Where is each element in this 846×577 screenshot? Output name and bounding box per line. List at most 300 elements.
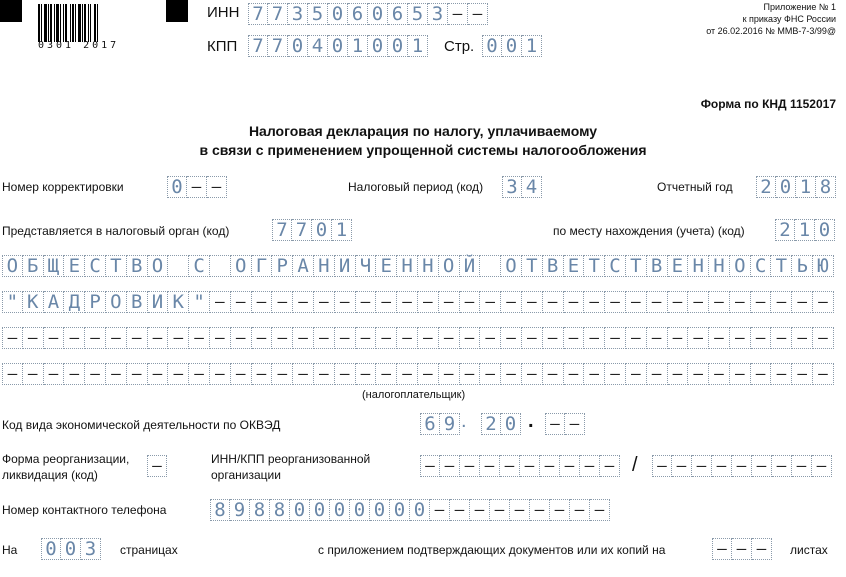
name-cell: – <box>751 327 772 349</box>
cell: – <box>530 499 550 521</box>
name-cell: Н <box>397 255 418 277</box>
cell: 0 <box>61 538 81 560</box>
name-cell: К <box>168 291 189 313</box>
name-cell: – <box>751 291 772 313</box>
cell: 0 <box>776 176 796 198</box>
cell: – <box>672 455 692 477</box>
cell: 5 <box>308 3 328 25</box>
name-cell: – <box>314 327 335 349</box>
cell: – <box>448 3 468 25</box>
name-cell: – <box>272 291 293 313</box>
cell: 4 <box>522 176 542 198</box>
attachments-suffix: листах <box>790 543 828 557</box>
cell: – <box>480 455 500 477</box>
name-cell: Ч <box>356 255 377 277</box>
name-cell: – <box>439 363 460 385</box>
cell: – <box>570 499 590 521</box>
name-cell: – <box>771 363 792 385</box>
cell: – <box>652 455 672 477</box>
name-cell: – <box>501 363 522 385</box>
name-cell: – <box>626 291 647 313</box>
name-cell: Е <box>64 255 85 277</box>
name-cell: – <box>397 291 418 313</box>
name-cell: – <box>771 327 792 349</box>
name-cell: – <box>231 327 252 349</box>
name-cell: – <box>647 327 668 349</box>
location-cells[interactable] <box>775 219 835 241</box>
name-cell: – <box>564 327 585 349</box>
name-cell: – <box>688 363 709 385</box>
name-cell: К <box>23 291 44 313</box>
name-cell: – <box>231 363 252 385</box>
cell: – <box>510 499 530 521</box>
name-cell: В <box>127 255 148 277</box>
tax-authority-cells[interactable] <box>272 219 352 241</box>
cell: – <box>147 455 167 477</box>
name-cell: – <box>272 363 293 385</box>
location-label: по месту нахождения (учета) (код) <box>553 224 745 238</box>
cell: 0 <box>310 499 330 521</box>
cell: 1 <box>522 35 542 57</box>
name-cell: Т <box>626 255 647 277</box>
cell: 8 <box>270 499 290 521</box>
okved-dot-1: . <box>461 410 467 432</box>
cell: – <box>440 455 460 477</box>
name-cell: – <box>522 327 543 349</box>
name-cell: – <box>813 327 834 349</box>
name-cell: – <box>584 363 605 385</box>
name-cell: – <box>418 363 439 385</box>
cell: 4 <box>308 35 328 57</box>
cell: 8 <box>250 499 270 521</box>
page-cells[interactable] <box>482 35 542 57</box>
name-cell: В <box>647 255 668 277</box>
name-cell: В <box>543 255 564 277</box>
name-cell: Т <box>106 255 127 277</box>
cell: 1 <box>795 219 815 241</box>
name-cell: – <box>543 327 564 349</box>
name-cell: – <box>688 291 709 313</box>
name-cell: – <box>460 291 481 313</box>
kpp-label: КПП <box>207 38 238 55</box>
name-cell: – <box>293 363 314 385</box>
cell: – <box>712 538 732 560</box>
taxpayer-name-row4[interactable] <box>2 363 834 385</box>
name-cell: – <box>252 327 273 349</box>
name-cell: – <box>168 363 189 385</box>
cell: – <box>600 455 620 477</box>
cell: – <box>772 455 792 477</box>
taxpayer-name-row1[interactable] <box>2 255 834 277</box>
reorg-slash: / <box>632 454 638 476</box>
name-cell: Й <box>460 255 481 277</box>
name-cell: – <box>252 363 273 385</box>
cell: – <box>732 455 752 477</box>
barcode <box>38 4 138 42</box>
name-cell: – <box>356 291 377 313</box>
cell: – <box>450 499 470 521</box>
cell: 0 <box>370 499 390 521</box>
form-code: Форма по КНД 1152017 <box>700 97 836 111</box>
cell: – <box>468 3 488 25</box>
name-cell: – <box>522 291 543 313</box>
name-cell: – <box>335 363 356 385</box>
cell: 0 <box>290 499 310 521</box>
cell: 0 <box>330 499 350 521</box>
cell: – <box>545 413 565 435</box>
name-cell: Ю <box>813 255 834 277</box>
name-cell: – <box>106 363 127 385</box>
name-cell: Д <box>64 291 85 313</box>
name-cell: Н <box>314 255 335 277</box>
name-cell: – <box>522 363 543 385</box>
cell: 0 <box>501 413 521 435</box>
name-cell: И <box>335 255 356 277</box>
cell: – <box>490 499 510 521</box>
name-cell: – <box>148 363 169 385</box>
name-cell: – <box>418 291 439 313</box>
name-cell: – <box>709 291 730 313</box>
cell: 3 <box>81 538 101 560</box>
name-cell: – <box>668 363 689 385</box>
name-cell: О <box>231 255 252 277</box>
name-cell: О <box>148 255 169 277</box>
cell: 0 <box>388 35 408 57</box>
cell: 0 <box>350 499 370 521</box>
cell: 2 <box>481 413 501 435</box>
cell: 2 <box>775 219 795 241</box>
name-cell: – <box>543 291 564 313</box>
cell: 7 <box>272 219 292 241</box>
name-cell: И <box>148 291 169 313</box>
name-cell: – <box>418 327 439 349</box>
name-cell: – <box>668 291 689 313</box>
cell: 5 <box>408 3 428 25</box>
name-cell: – <box>397 327 418 349</box>
name-cell: – <box>210 363 231 385</box>
name-cell: – <box>272 327 293 349</box>
cell: – <box>590 499 610 521</box>
name-cell: – <box>335 327 356 349</box>
name-cell: – <box>64 363 85 385</box>
report-year-label: Отчетный год <box>657 180 733 194</box>
cell: 8 <box>210 499 230 521</box>
name-cell: Е <box>668 255 689 277</box>
cell: 7 <box>292 219 312 241</box>
name-cell: Н <box>709 255 730 277</box>
name-cell: Т <box>584 255 605 277</box>
name-cell: – <box>730 291 751 313</box>
name-cell: – <box>813 363 834 385</box>
cell: – <box>550 499 570 521</box>
cell: 1 <box>348 35 368 57</box>
reorg-inn-label-2: организации <box>211 468 281 482</box>
cell: 3 <box>428 3 448 25</box>
taxpayer-caption: (налогоплательщик) <box>362 389 466 401</box>
name-cell: – <box>23 363 44 385</box>
name-cell: " <box>2 291 23 313</box>
page-label: Стр. <box>444 38 475 55</box>
name-cell: – <box>709 363 730 385</box>
name-cell: – <box>564 291 585 313</box>
name-cell: – <box>231 291 252 313</box>
barcode-number: 0301 2017 <box>38 40 120 51</box>
name-cell: – <box>210 327 231 349</box>
name-cell: А <box>293 255 314 277</box>
name-cell: – <box>792 291 813 313</box>
name-cell: – <box>647 291 668 313</box>
name-cell: – <box>314 363 335 385</box>
name-cell: – <box>189 363 210 385</box>
cell: 3 <box>502 176 522 198</box>
name-cell: – <box>85 327 106 349</box>
name-cell: – <box>792 327 813 349</box>
cell: – <box>752 455 772 477</box>
correction-cells[interactable] <box>167 176 227 198</box>
name-cell: – <box>397 363 418 385</box>
cell: – <box>565 413 585 435</box>
name-cell: – <box>771 291 792 313</box>
cell: 0 <box>815 219 835 241</box>
name-cell: – <box>584 327 605 349</box>
cell: – <box>207 176 227 198</box>
name-cell: Б <box>23 255 44 277</box>
name-cell: – <box>293 291 314 313</box>
name-cell: – <box>792 363 813 385</box>
name-cell: С <box>751 255 772 277</box>
name-cell: – <box>813 291 834 313</box>
name-cell: Е <box>564 255 585 277</box>
name-cell: – <box>751 363 772 385</box>
corner-marker-left <box>0 0 22 22</box>
name-cell: – <box>106 327 127 349</box>
pages-prefix: На <box>2 543 18 557</box>
appendix-line2: к приказу ФНС России <box>742 14 836 24</box>
inn-label: ИНН <box>207 4 240 21</box>
pages-suffix: страницах <box>120 543 178 557</box>
cell: 6 <box>420 413 440 435</box>
okved-label: Код вида экономической деятельности по ОКВЭД <box>2 418 281 432</box>
name-cell: – <box>376 363 397 385</box>
name-cell: Н <box>688 255 709 277</box>
cell: – <box>560 455 580 477</box>
name-cell: – <box>688 327 709 349</box>
cell: 0 <box>502 35 522 57</box>
name-cell <box>210 255 231 277</box>
report-year-cells[interactable] <box>756 176 836 198</box>
cell: – <box>430 499 450 521</box>
tax-authority-label: Представляется в налоговый орган (код) <box>2 224 230 238</box>
kpp-cells[interactable] <box>248 35 428 57</box>
cell: 0 <box>312 219 332 241</box>
name-cell: – <box>356 327 377 349</box>
name-cell: – <box>460 363 481 385</box>
cell: – <box>580 455 600 477</box>
title-line1: Налоговая декларация по налогу, уплачиваемому <box>248 123 598 139</box>
corner-marker-right <box>166 0 188 22</box>
cell: 0 <box>41 538 61 560</box>
name-cell: – <box>2 327 23 349</box>
name-cell: – <box>626 327 647 349</box>
correction-label: Номер корректировки <box>2 180 124 194</box>
name-cell: – <box>85 363 106 385</box>
cell: 0 <box>328 3 348 25</box>
reorg-inn-label-1: ИНН/КПП реорганизованной <box>211 452 371 466</box>
okved-cells-b[interactable] <box>481 413 521 435</box>
cell: 0 <box>482 35 502 57</box>
name-cell: – <box>376 291 397 313</box>
appendix-line1: Приложение № 1 <box>763 2 836 12</box>
name-cell: – <box>168 327 189 349</box>
name-cell: А <box>44 291 65 313</box>
cell: – <box>470 499 490 521</box>
cell: 7 <box>248 35 268 57</box>
phone-cells[interactable] <box>210 499 610 521</box>
name-cell: – <box>2 363 23 385</box>
name-cell: С <box>605 255 626 277</box>
name-cell: О <box>501 255 522 277</box>
name-cell: В <box>127 291 148 313</box>
name-cell: – <box>480 363 501 385</box>
name-cell: – <box>543 363 564 385</box>
name-cell: Г <box>252 255 273 277</box>
tax-period-cells[interactable] <box>502 176 542 198</box>
name-cell: О <box>730 255 751 277</box>
name-cell: – <box>480 327 501 349</box>
name-cell: – <box>189 327 210 349</box>
name-cell: – <box>44 327 65 349</box>
cell: – <box>187 176 207 198</box>
cell: – <box>792 455 812 477</box>
name-cell: – <box>730 327 751 349</box>
name-cell <box>480 255 501 277</box>
name-cell: – <box>460 327 481 349</box>
cell: – <box>520 455 540 477</box>
name-cell: – <box>564 363 585 385</box>
cell: 7 <box>268 3 288 25</box>
cell: – <box>540 455 560 477</box>
cell: 0 <box>167 176 187 198</box>
name-cell: – <box>210 291 231 313</box>
name-cell: О <box>2 255 23 277</box>
name-cell: С <box>189 255 210 277</box>
cell: – <box>420 455 440 477</box>
cell: 9 <box>440 413 460 435</box>
inn-cells[interactable] <box>248 3 488 25</box>
name-cell: С <box>85 255 106 277</box>
cell: – <box>692 455 712 477</box>
name-cell: " <box>189 291 210 313</box>
okved-cells-a[interactable] <box>420 413 460 435</box>
cell: 0 <box>390 499 410 521</box>
name-cell: – <box>23 327 44 349</box>
reorg-label-1: Форма реорганизации, <box>2 452 130 466</box>
cell: 0 <box>288 35 308 57</box>
reorg-kpp-cells[interactable] <box>652 455 832 477</box>
cell: 9 <box>230 499 250 521</box>
name-cell: Р <box>272 255 293 277</box>
name-cell: – <box>64 327 85 349</box>
name-cell: – <box>647 363 668 385</box>
name-cell: – <box>501 291 522 313</box>
phone-label: Номер контактного телефона <box>2 503 167 517</box>
cell: 2 <box>756 176 776 198</box>
reorg-cells[interactable] <box>147 455 167 477</box>
cell: 8 <box>816 176 836 198</box>
taxpayer-name-row3[interactable] <box>2 327 834 349</box>
cell: – <box>500 455 520 477</box>
barcode-gap <box>98 4 100 42</box>
cell: 6 <box>348 3 368 25</box>
cell: 1 <box>408 35 428 57</box>
name-cell: – <box>584 291 605 313</box>
name-cell: – <box>439 291 460 313</box>
appendix-line3: от 26.02.2016 № ММВ-7-3/99@ <box>706 26 836 36</box>
cell: – <box>460 455 480 477</box>
name-cell: Р <box>85 291 106 313</box>
name-cell: Н <box>418 255 439 277</box>
name-cell: Е <box>376 255 397 277</box>
name-cell: – <box>314 291 335 313</box>
okved-cells-c[interactable] <box>545 413 585 435</box>
cell: 0 <box>368 3 388 25</box>
name-cell: Щ <box>44 255 65 277</box>
tax-period-label: Налоговый период (код) <box>348 180 484 194</box>
name-cell: – <box>605 363 626 385</box>
name-cell: Ь <box>792 255 813 277</box>
attachments-label: с приложением подтверждающих документов или их копий на <box>318 543 666 557</box>
name-cell: – <box>252 291 273 313</box>
name-cell: – <box>668 327 689 349</box>
name-cell: – <box>605 291 626 313</box>
okved-dot: . <box>528 410 534 432</box>
cell: 0 <box>328 35 348 57</box>
cell: 1 <box>796 176 816 198</box>
cell: 0 <box>410 499 430 521</box>
cell: 1 <box>332 219 352 241</box>
cell: 6 <box>388 3 408 25</box>
name-cell: – <box>439 327 460 349</box>
cell: – <box>752 538 772 560</box>
name-cell: – <box>44 363 65 385</box>
name-cell: – <box>376 327 397 349</box>
title-line2: в связи с применением упрощенной системы налогообложения <box>199 142 647 158</box>
cell: – <box>712 455 732 477</box>
reorg-label-2: ликвидация (код) <box>2 468 98 482</box>
name-cell: – <box>356 363 377 385</box>
name-cell: – <box>501 327 522 349</box>
name-cell: – <box>127 363 148 385</box>
name-cell: – <box>148 327 169 349</box>
cell: 0 <box>368 35 388 57</box>
name-cell: О <box>439 255 460 277</box>
name-cell: Т <box>522 255 543 277</box>
name-cell: – <box>293 327 314 349</box>
cell: – <box>732 538 752 560</box>
cell: 7 <box>248 3 268 25</box>
reorg-inn-cells[interactable] <box>420 455 620 477</box>
name-cell <box>168 255 189 277</box>
name-cell: О <box>106 291 127 313</box>
pages-cells[interactable] <box>41 538 101 560</box>
name-cell: – <box>127 327 148 349</box>
name-cell: – <box>730 363 751 385</box>
name-cell: – <box>626 363 647 385</box>
attachments-cells[interactable] <box>712 538 772 560</box>
name-cell: – <box>709 327 730 349</box>
cell: 3 <box>288 3 308 25</box>
taxpayer-name-row2[interactable] <box>2 291 834 313</box>
